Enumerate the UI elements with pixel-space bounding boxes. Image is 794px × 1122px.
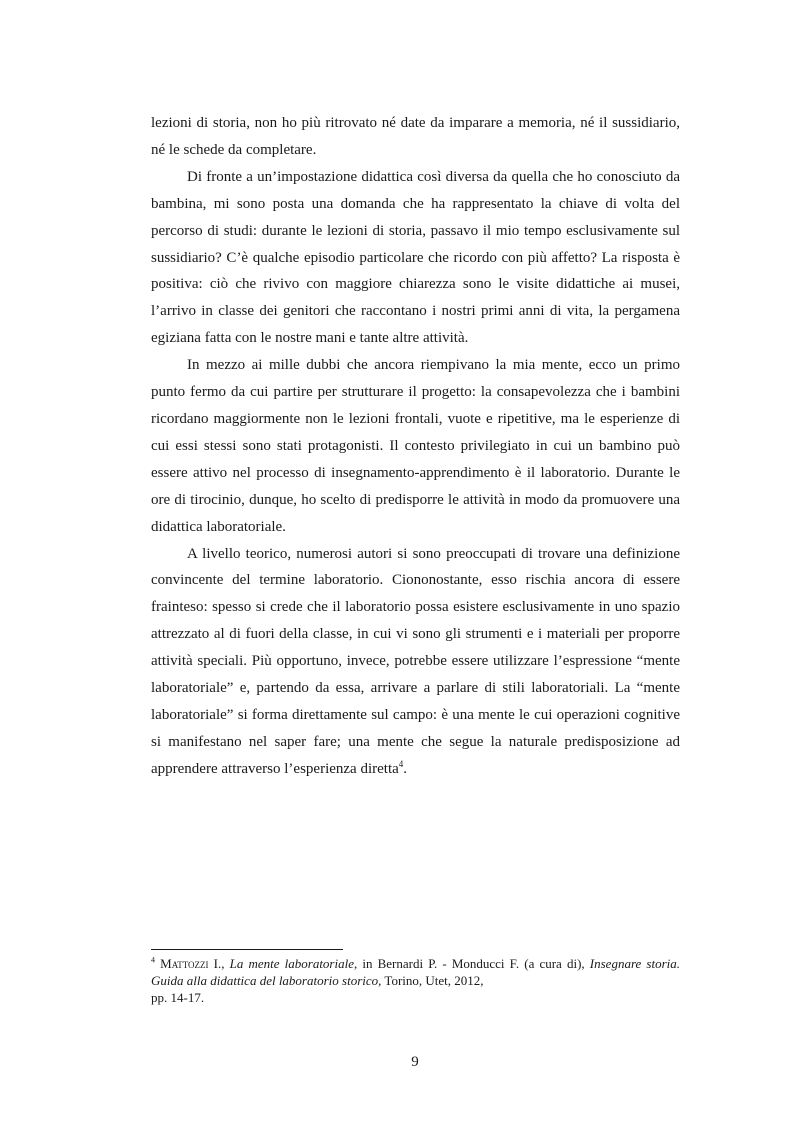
footnote-title-1: La mente laboratoriale	[229, 956, 354, 971]
footnote-text-2: , Torino, Utet, 2012,	[378, 973, 484, 988]
footnote-separator	[151, 949, 343, 950]
paragraph-1: lezioni di storia, non ho più ritrovato né date da imparare a memoria, né il sussidiario, né le schede da completare.	[151, 115, 680, 158]
page-number: 9	[411, 1054, 419, 1070]
paragraph-3: In mezzo ai mille dubbi che ancora riempivano la mia mente, ecco un primo punto fermo da cui partire per strutturare il progetto: la consapevolezza che i bambini ricordano maggiormente non le lezioni frontali, vuote e ripetitive, ma le esperienze di cui essi stessi sono stati protagonisti. Il contesto privilegiato in cui un bambino può essere attivo nel processo di insegnamento-apprendimento è il laboratorio. Durante le ore di tirocinio, dunque, ho scelto di predisporre le attività in modo da promuovere una didattica laboratoriale.	[151, 357, 680, 535]
paragraph-4: A livello teorico, numerosi autori si sono preoccupati di trovare una definizione convincente del termine laboratorio. Ciononostante, esso rischia ancora di essere frainteso: spesso si crede che il laboratorio possa esistere esclusivamente in uno spazio attrezzato al di fuori della classe, in cui vi sono gli strumenti e i materiali per proporre attività speciali. Più opportuno, invece, potrebbe essere utilizzare l’espressione “mente laboratoriale” e, partendo da essa, arrivare a parlare di stili laboratoriali. La “mente laboratoriale” si forma direttamente sul campo: è una mente le cui operazioni cognitive si manifestano nel saper fare; una mente che segue la naturale predisposizione ad apprendere attraverso l’esperienza diretta$^4$.	[151, 545, 680, 777]
paragraph-4-text: A livello teorico, numerosi autori si sono preoccupati di trovare una definizione convincente del termine laboratorio. Ciononostante, esso rischia ancora di essere frainteso: spesso si crede che il laboratorio possa esistere esclusivamente in uno spazio attrezzato al di fuori della classe, in cui vi sono gli strumenti e i materiali per proporre attività speciali. Più opportuno, invece, potrebbe essere utilizzare l’espressione “mente laboratoriale” e, partendo da essa, arrivare a parlare di stili laboratoriali. La “mente laboratoriale” si forma direttamente sul campo: è una mente le cui operazioni cognitive si manifestano nel saper fare; una mente che segue la naturale predisposizione ad apprendere attraverso l’esperienza diretta	[151, 545, 680, 777]
footnote-number: 4	[151, 955, 155, 965]
footnote-reference: 4	[398, 758, 404, 769]
footnote-text	[151, 955, 680, 1006]
footnote-author: Mattozzi I.,	[160, 956, 225, 971]
footnote-text-1: , in Bernardi P. - Monducci F. (a cura di),	[353, 956, 585, 971]
footnote-title-2: Insegnare storia. Guida alla didattica del laboratorio storico	[151, 956, 681, 988]
footnote-pages: pp. 14-17.	[151, 990, 205, 1005]
footnote	[151, 955, 680, 1006]
paragraph-2: Di fronte a un’impostazione didattica così diversa da quella che ho conosciuto da bambina, mi sono posta una domanda che ha rappresentato la chiave di volta del percorso di studi: durante le lezioni di storia, passavo il mio tempo esclusivamente sul sussidiario? C’è qualche episodio particolare che ricordo con più affetto? La risposta è positiva: ciò che rivivo con maggiore chiarezza sono le visite didattiche ai musei, l’arrivo in classe dei genitori che raccontano i nostri primi anni di vita, la pergamena egiziana fatta con le nostre mani e tante altre attività.	[151, 168, 680, 347]
body-text	[151, 110, 680, 783]
